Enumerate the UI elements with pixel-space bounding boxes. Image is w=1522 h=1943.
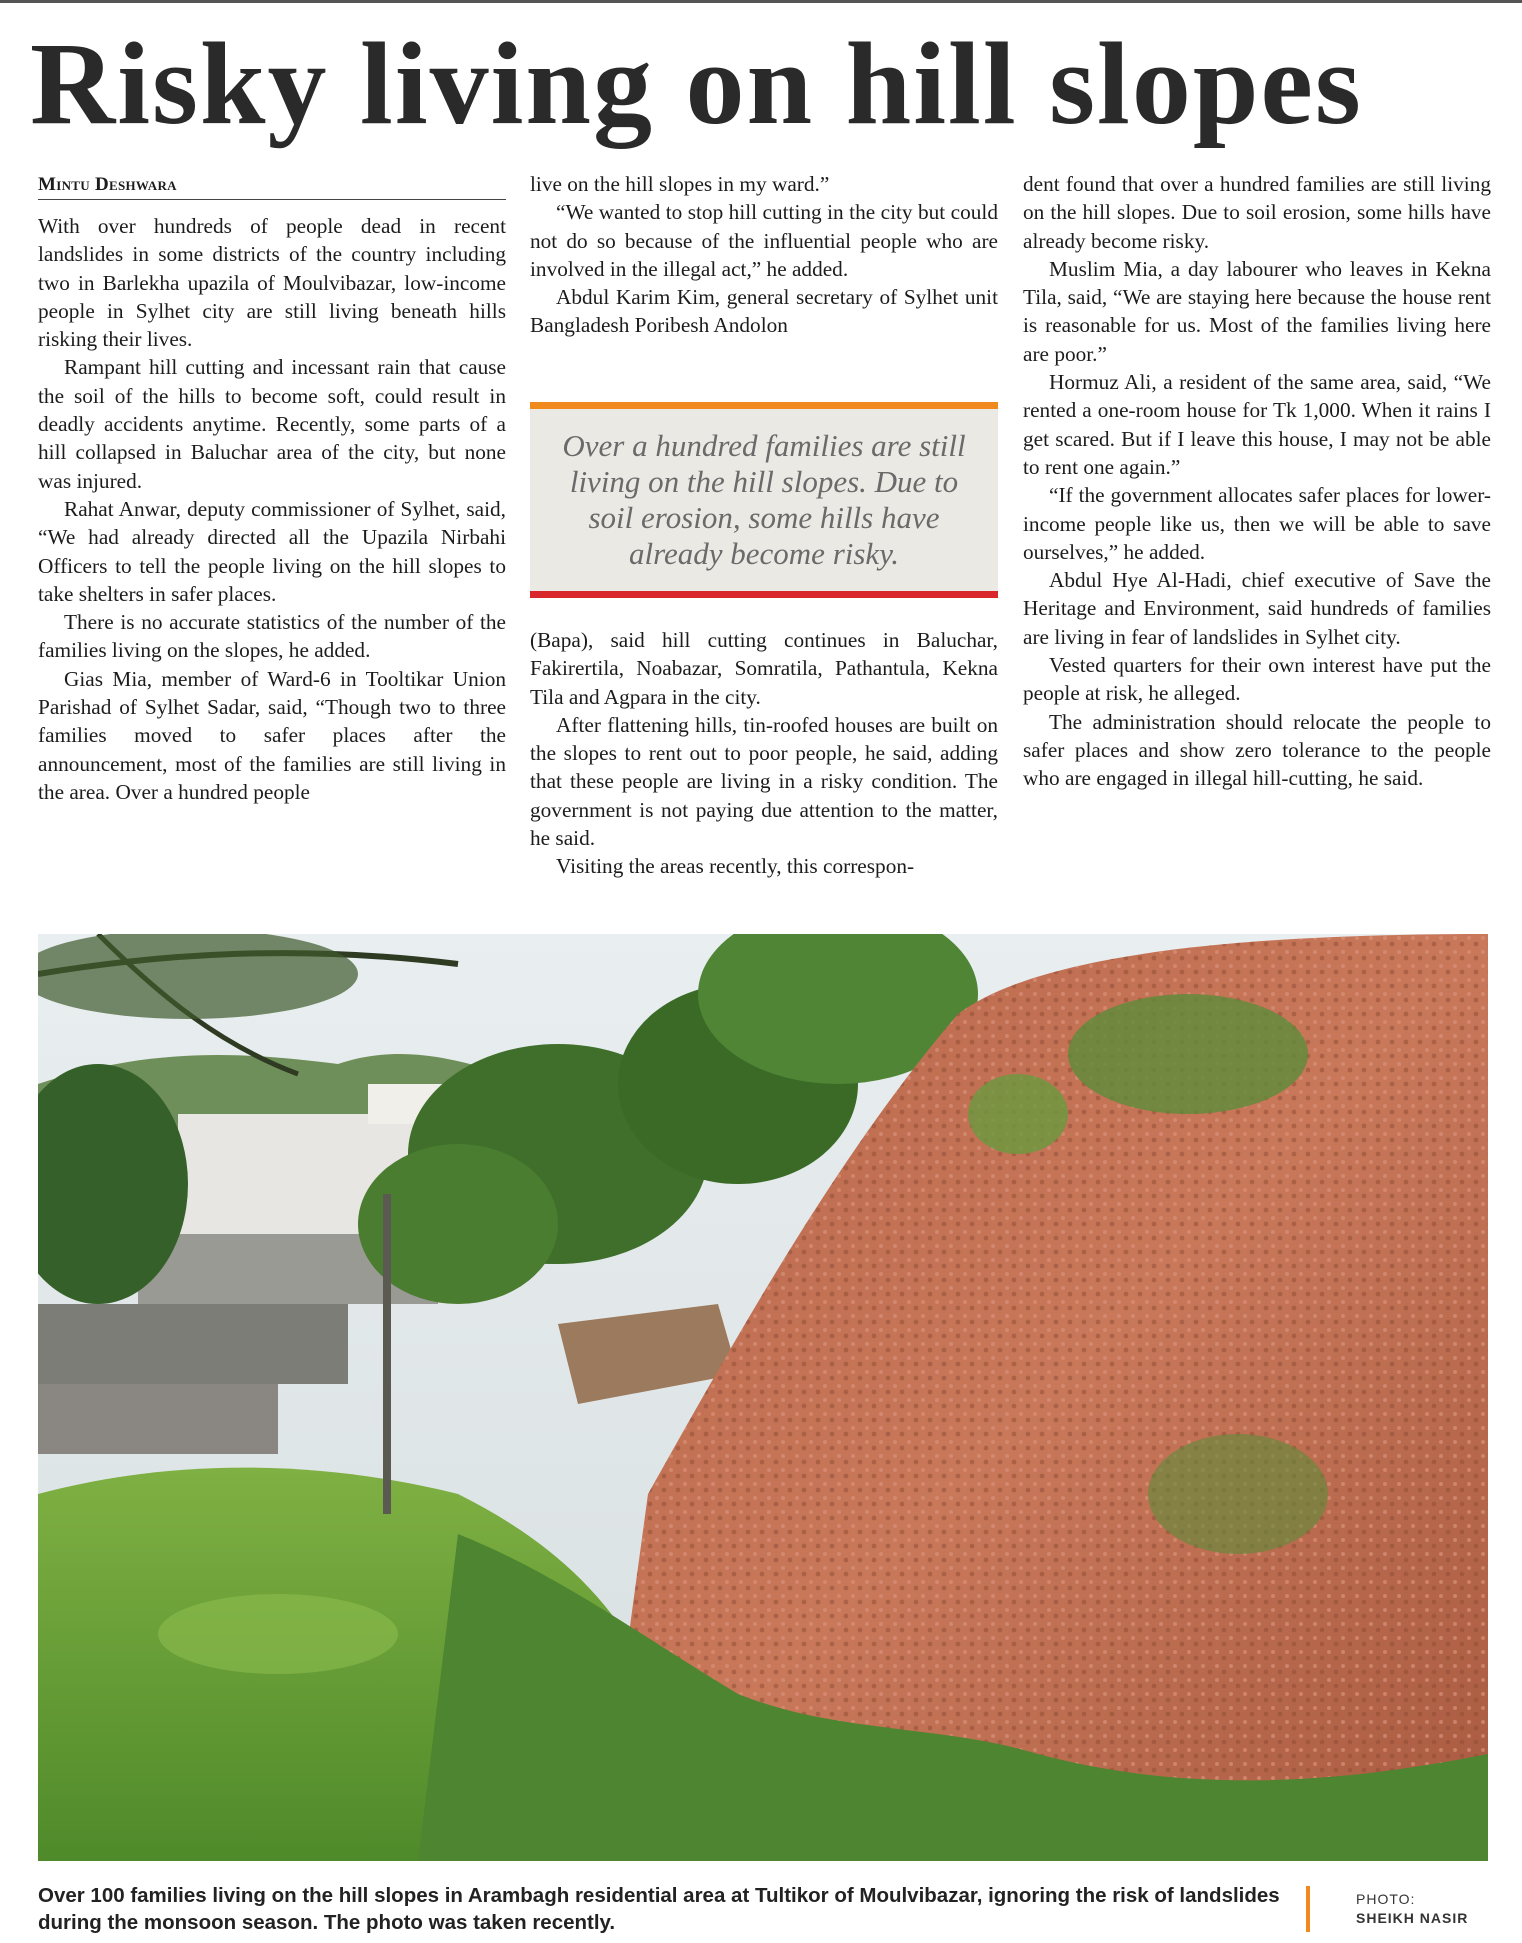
paragraph: dent found that over a hundred families are still living on the hill slopes. Due to soil erosion, some hills have already become risky. xyxy=(1023,172,1491,253)
paragraph: Gias Mia, member of Ward-6 in Tooltikar Union Parishad of Sylhet Sadar, said, “Though two to three families moved to safer places after the announcement, most of the families are still living in the area. Over a hundred people xyxy=(38,666,506,804)
paragraph: There is no accurate statistics of the number of the families living on the slopes, he added. xyxy=(38,610,506,663)
paragraph: Rampant hill cutting and incessant rain that cause the soil of the hills to become soft, could result in deadly accidents anytime. Recently, some parts of a hill collapsed in Baluchar area of the city, but none was injured. xyxy=(38,355,506,493)
paragraph: Abdul Karim Kim, general secretary of Sylhet unit Bangladesh Poribesh Andolon xyxy=(530,285,998,338)
paragraph: Visiting the areas recently, this correspon- xyxy=(556,854,915,879)
paragraph: After flattening hills, tin-roofed houses are built on the slopes to rent out to poor people, he said, adding that these people are living in a risky condition. The government is not paying due attention to the matter, he said. xyxy=(530,712,998,851)
paragraph: With over hundreds of people dead in recent landslides in some districts of the country including two in Barlekha upazila of Moulvibazar, low-income people in Sylhet city are still living beneath hills risking their lives. xyxy=(38,214,506,352)
paragraph: live on the hill slopes in my ward.” xyxy=(530,172,830,196)
article-column-1 xyxy=(38,212,506,806)
article-column-2-top xyxy=(530,170,998,340)
headline: Risky living on hill slopes xyxy=(30,18,1363,149)
photo-credit-name: SHEIKH NASIR xyxy=(1356,1910,1469,1926)
pull-quote-box xyxy=(530,402,998,598)
photo-caption: Over 100 families living on the hill slopes in Arambagh residential area at Tultikor of Moulvibazar, ignoring the risk of landslides during the monsoon season. The photo was taken recently. xyxy=(38,1884,1280,1934)
byline: Mintu Deshwara xyxy=(38,174,506,200)
photo-credit xyxy=(1356,1890,1468,1928)
paragraph: Rahat Anwar, deputy commissioner of Sylhet, said, “We had already directed all the Upazila Nirbahi Officers to tell the people living on the hill slopes to take shelters in safer places. xyxy=(38,496,506,606)
credit-divider xyxy=(1306,1886,1310,1932)
paragraph: “We wanted to stop hill cutting in the city but could not do so because of the influential people who are involved in the illegal act,” he added. xyxy=(530,200,998,281)
pull-quote-text: Over a hundred families are still living on the hill slopes. Due to soil erosion, some hills have already become risky. xyxy=(562,428,966,571)
photo-credit-label: PHOTO: xyxy=(1356,1891,1416,1907)
paragraph: (Bapa), said hill cutting continues in Baluchar, Fakirertila, Noabazar, Somratila, Pathantula, Kekna Tila and Agpara in the city. xyxy=(530,628,998,709)
paragraph: Vested quarters for their own interest have put the people at risk, he alleged. xyxy=(1023,653,1491,706)
article-column-3 xyxy=(1023,170,1491,793)
top-rule xyxy=(0,0,1522,3)
paragraph: The administration should relocate the people to safer places and show zero tolerance to the people who are engaged in illegal hill-cutting, he said. xyxy=(1023,709,1491,791)
paragraph: “If the government allocates safer places for lower-income people like us, then we will be able to save ourselves,” he added. xyxy=(1023,483,1491,564)
paragraph: Hormuz Ali, a resident of the same area, said, “We rented a one-room house for Tk 1,000. When it rains I get scared. But if I leave this house, I may not be able to rent one again.” xyxy=(1023,370,1491,479)
paragraph: Muslim Mia, a day labourer who leaves in Kekna Tila, said, “We are staying here because the house rent is reasonable for us. Most of the families living here are poor.” xyxy=(1023,256,1491,366)
landslide-photo xyxy=(38,934,1488,1861)
paragraph: Abdul Hye Al-Hadi, chief executive of Save the Heritage and Environment, said hundreds of families are living in fear of landslides in Sylhet city. xyxy=(1023,568,1491,649)
article-column-2-bottom xyxy=(530,626,998,881)
